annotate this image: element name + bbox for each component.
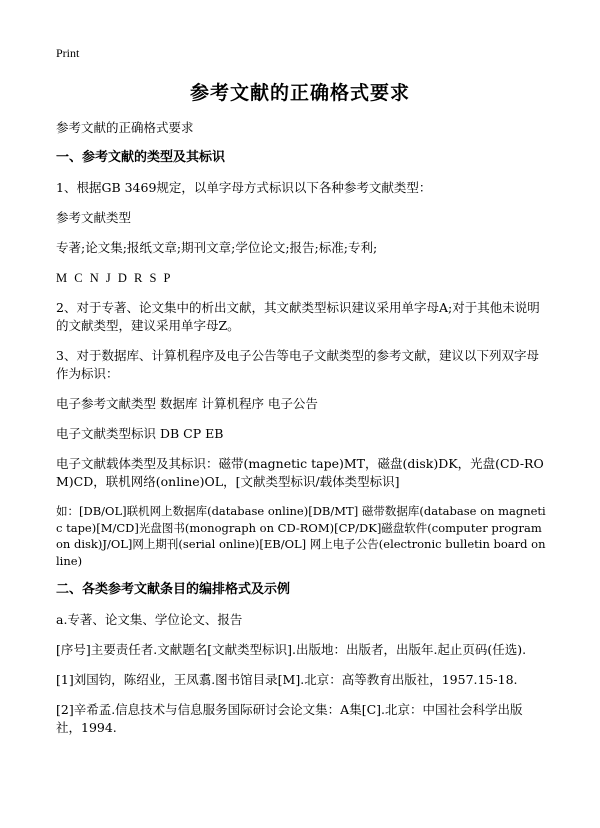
paragraph-type-heading: 参考文献类型 [56,210,132,225]
paragraph-rule-3: 3、对于数据库、计算机程序及电子公告等电子文献类型的参考文献，建议以下列双字母作为标识： [56,348,539,381]
paragraph-examples: 如：[DB/OL]联机网上数据库(database online)[DB/MT] 磁带数据库(database on magnetic tape)[M/CD]光盘图书(monograph on CD-ROM)[CP/DK]磁盘软件(computer program on disk)J/OL]网上期刊(serial online)[EB/OL] 网上电子公告(electronic bulletin board online) [56,504,546,568]
paragraph-electronic-codes: 电子文献类型标识 DB CP EB [56,426,224,441]
paragraph-rule-2: 2、对于专著、论文集中的析出文献，其文献类型标识建议采用单字母A;对于其他未说明的文献类型，建议采用单字母Z。 [56,300,540,333]
paragraph-type-codes: M C N J D R S P [56,271,173,285]
page-title: 参考文献的正确格式要求 [189,82,410,104]
paragraph-carrier-types: 电子文献载体类型及其标识：磁带(magnetic tape)MT，磁盘(disk)DK，光盘(CD-ROM)CD，联机网络(online)OL，[文献类型标识/载体类型标识] [56,456,544,489]
section-heading-1: 一、参考文献的类型及其标识 [56,150,226,165]
subtitle-paragraph: 参考文献的正确格式要求 [56,120,194,135]
section-heading-2: 二、各类参考文献条目的编排格式及示例 [56,582,291,597]
print-link[interactable]: Print [56,46,80,60]
paragraph-example-2: [2]辛希孟.信息技术与信息服务国际研讨会论文集：A集[C].北京：中国社会科学出版社，1994. [56,702,523,735]
paragraph-gb-rule: 1、根据GB 3469规定，以单字母方式标识以下各种参考文献类型： [56,180,432,195]
paragraph-type-list: 专著;论文集;报纸文章;期刊文章;学位论文;报告;标准;专利; [56,240,378,255]
paragraph-example-1: [1]刘国钧，陈绍业，王凤翥.图书馆目录[M].北京：高等教育出版社，1957.15-18. [56,672,518,687]
paragraph-format-template: [序号]主要责任者.文献题名[文献类型标识].出版地：出版者，出版年.起止页码(任选). [56,642,527,657]
document-body [56,119,546,737]
paragraph-electronic-types: 电子参考文献类型 数据库 计算机程序 电子公告 [56,396,318,411]
paragraph-category-a: a.专著、论文集、学位论文、报告 [56,612,243,627]
